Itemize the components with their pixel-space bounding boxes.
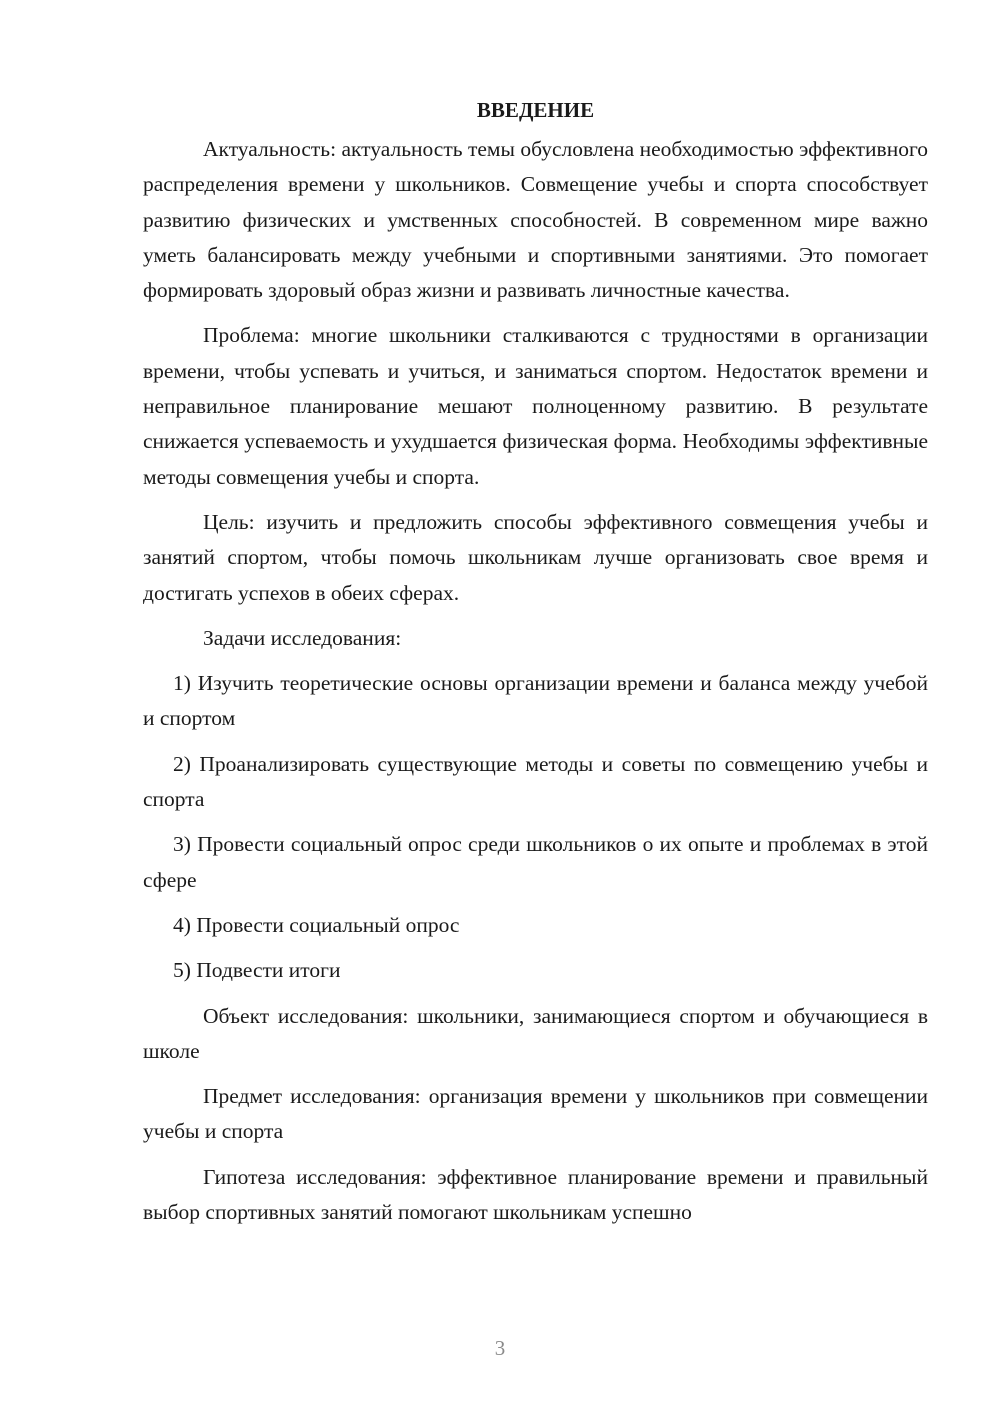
task-item: 3) Провести социальный опрос среди школьников о их опыте и проблемах в этой сфере xyxy=(143,832,928,892)
paragraph-goal: Цель: изучить и предложить способы эффективного совмещения учебы и занятий спортом, чтобы помочь школьникам лучше организовать свое время и достигать успехов в обеих сферах. xyxy=(143,509,928,605)
page-number: 3 xyxy=(494,1336,506,1360)
paragraph-problem: Проблема: многие школьники сталкиваются с трудностями в организации времени, чтобы успевать и учиться, и заниматься спортом. Недостаток времени и неправильное планирование мешают полноценному развитию. В результате снижается успеваемость и ухудшается физическая форма. Необходимы эффективные методы совмещения учебы и спорта. xyxy=(143,323,928,489)
paragraph-object: Объект исследования: школьники, занимающиеся спортом и обучающиеся в школе xyxy=(143,1003,928,1063)
paragraph-subject: Предмет исследования: организация времени у школьников при совмещении учебы и спорта xyxy=(143,1084,928,1144)
task-item: 2) Проанализировать существующие методы и советы по совмещению учебы и спорта xyxy=(143,751,928,812)
task-item: 4) Провести социальный опрос xyxy=(173,912,460,937)
section-heading: ВВЕДЕНИЕ xyxy=(476,98,595,122)
document-body xyxy=(143,92,928,1240)
paragraph-hypothesis: Гипотеза исследования: эффективное планирование времени и правильный выбор спортивных занятий помогают школьникам успешно xyxy=(143,1164,928,1225)
paragraph-relevance: Актуальность: актуальность темы обусловлена необходимостью эффективного распределения времени у школьников. Совмещение учебы и спорта способствует развитию физических и умственных способностей. В современном мире важно уметь балансировать между учебными и спортивными занятиями. Это помогает формировать здоровый образ жизни и развивать личностные качества. xyxy=(143,137,928,303)
task-item: 1) Изучить теоретические основы организации времени и баланса между учебой и спортом xyxy=(143,671,928,731)
task-item: 5) Подвести итоги xyxy=(173,958,341,983)
tasks-heading: Задачи исследования: xyxy=(203,625,402,650)
